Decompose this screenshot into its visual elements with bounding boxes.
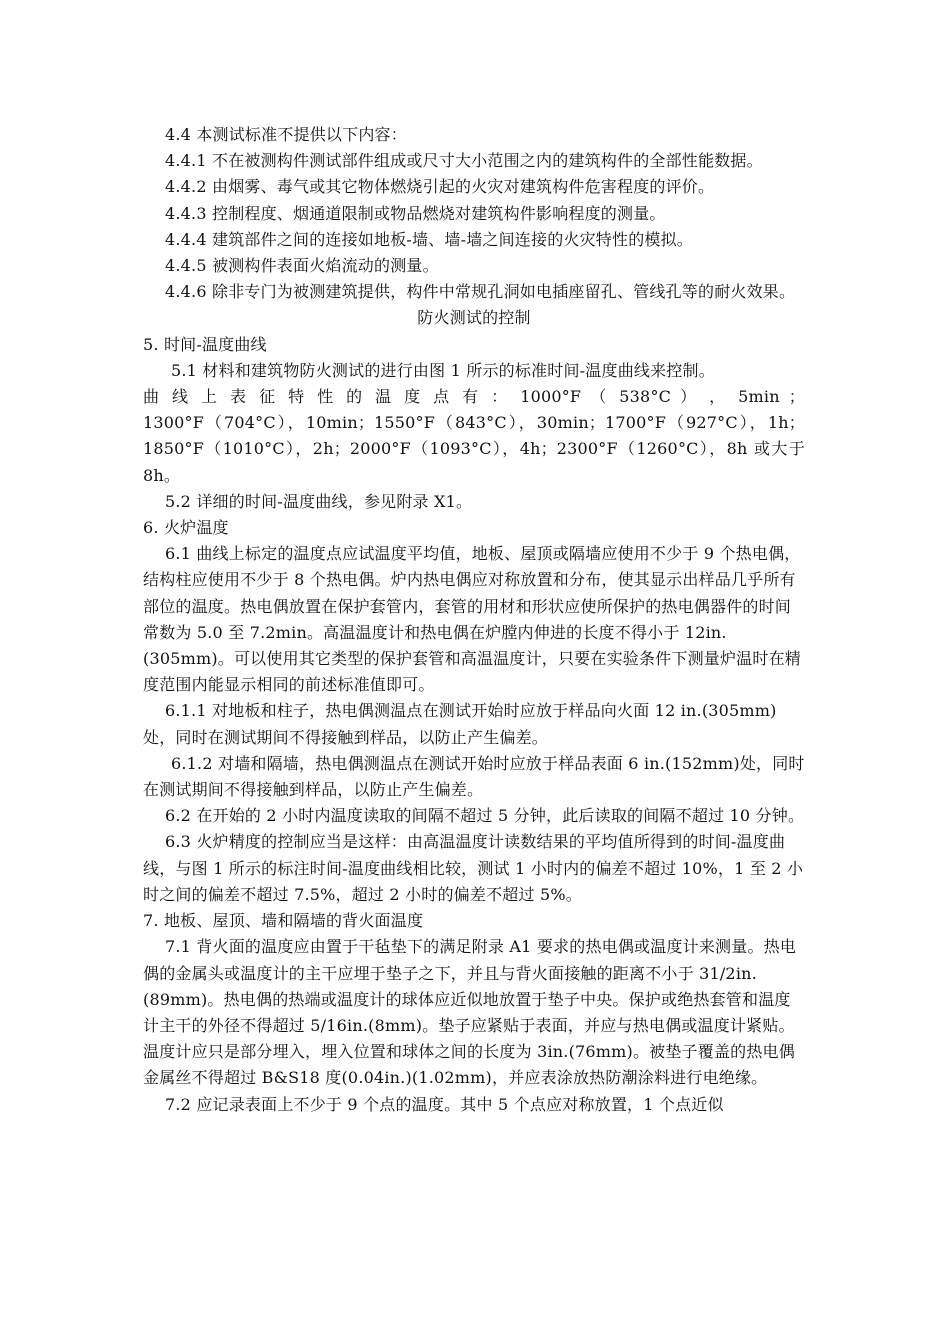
paragraph-6-1-1: 6.1.1 对地板和柱子，热电偶测温点在测试开始时应放于样品向火面 12 in.(305mm)处，同时在测试期间不得接触到样品，以防止产生偏差。 xyxy=(143,701,777,747)
paragraph-4-4-4: 4.4.4 建筑部件之间的连接如地板-墙、墙-墙之间连接的火灾特性的模拟。 xyxy=(165,229,694,249)
paragraph-4-4: 4.4 本测试标准不提供以下内容： xyxy=(165,125,407,144)
section-5-title: 5. 时间-温度曲线 xyxy=(143,334,267,354)
section-heading: 防火测试的控制 xyxy=(417,308,531,328)
paragraph-5-1-line-1: 5.1 材料和建筑物防火测试的进行由图 1 所示的标准时间-温度曲线来控制。 xyxy=(171,360,715,380)
paragraph-6-2: 6.2 在开始的 2 小时内温度读取的间隔不超过 5 分钟，此后读取的间隔不超过 10 分钟。 xyxy=(165,806,805,826)
paragraph-4-4-5: 4.4.5 被测构件表面火焰流动的测量。 xyxy=(165,256,439,276)
paragraph-4-4-2: 4.4.2 由烟雾、毒气或其它物体燃烧引起的火灾对建筑构件危害程度的评价。 xyxy=(165,177,715,197)
section-7-title: 7. 地板、屋顶、墙和隔墙的背火面温度 xyxy=(143,911,424,931)
paragraph-5-1-line-2: 曲 线 上 表 征 特 性 的 温 度 点 有 ： 1000°F （ 538°C ） ， 5min ； xyxy=(143,387,805,407)
paragraph-6-1-2: 6.1.2 对墙和隔墙，热电偶测温点在测试开始时应放于样品表面 6 in.(152mm)处，同时在测试期间不得接触到样品，以防止产生偏差。 xyxy=(143,753,805,800)
document-body xyxy=(143,122,805,1118)
paragraph-4-4-6: 4.4.6 除非专门为被测建筑提供，构件中常规孔洞如电插座留孔、管线孔等的耐火效果。 xyxy=(165,282,796,302)
paragraph-5-2: 5.2 详细的时间-温度曲线，参见附录 X1。 xyxy=(165,491,473,511)
section-6-title: 6. 火炉温度 xyxy=(143,518,229,538)
paragraph-7-2: 7.2 应记录表面上不少于 9 个点的温度。其中 5 个点应对称放置，1 个点近似 xyxy=(165,1094,724,1114)
paragraph-6-1: 6.1 曲线上标定的温度点应试温度平均值，地板、屋顶或隔墙应使用不少于 9 个热电偶，结构柱应使用不少于 8 个热电偶。炉内热电偶应对称放置和分布，使其显示出样品几乎所有部位的温度。热电偶放置在保护套管内，套管的用材和形状应使所保护的热电偶器件的时间常数为 5.0 至 7.2min。高温温度计和热电偶在炉膛内伸进的长度不得小于 12in.(305mm)。可以使用其它类型的保护套管和高温温度计，只要在实验条件下测量炉温时在精度范围内能显示相同的前述标准值即可。 xyxy=(143,544,801,695)
paragraph-7-1: 7.1 背火面的温度应由置于干毡垫下的满足附录 A1 要求的热电偶或温度计来测量。热电偶的金属头或温度计的主干应埋于垫子之下，并且与背火面接触的距离不小于 31/2in.(89mm)。热电偶的热端或温度计的球体应近似地放置于垫子中央。保护或绝热套管和温度计主干的外径不得超过 5/16in.(8mm)。垫子应紧贴于表面，并应与热电偶或温度计紧贴。温度计应只是部分埋入，埋入位置和球体之间的长度为 3in.(76mm)。被垫子覆盖的热电偶金属丝不得超过 B&S18 度(0.04in.)(1.02mm)，并应表涂放热防潮涂料进行电绝缘。 xyxy=(143,937,797,1088)
paragraph-5-1-line-4: 1850°F（1010°C），2h；2000°F（1093°C），4h；2300°F（1260°C），8h 或大于 xyxy=(143,439,805,459)
paragraph-4-4-1: 4.4.1 不在被测构件测试部件组成或尺寸大小范围之内的建筑构件的全部性能数据。 xyxy=(165,151,763,171)
paragraph-5-1-line-5: 8h。 xyxy=(143,465,181,485)
paragraph-6-3: 6.3 火炉精度的控制应当是这样：由高温温度计读数结果的平均值所得到的时间-温度曲线，与图 1 所示的标注时间-温度曲线相比较，测试 1 小时内的偏差不超过 10%，1 至 2 小时之间的偏差不超过 7.5%，超过 2 小时的偏差不超过 5%。 xyxy=(143,832,804,904)
paragraph-4-4-3: 4.4.3 控制程度、烟通道限制或物品燃烧对建筑构件影响程度的测量。 xyxy=(165,203,666,223)
paragraph-5-1-line-3: 1300°F（704°C），10min；1550°F（843°C），30min；1700°F（927°C），1h； xyxy=(143,413,805,433)
